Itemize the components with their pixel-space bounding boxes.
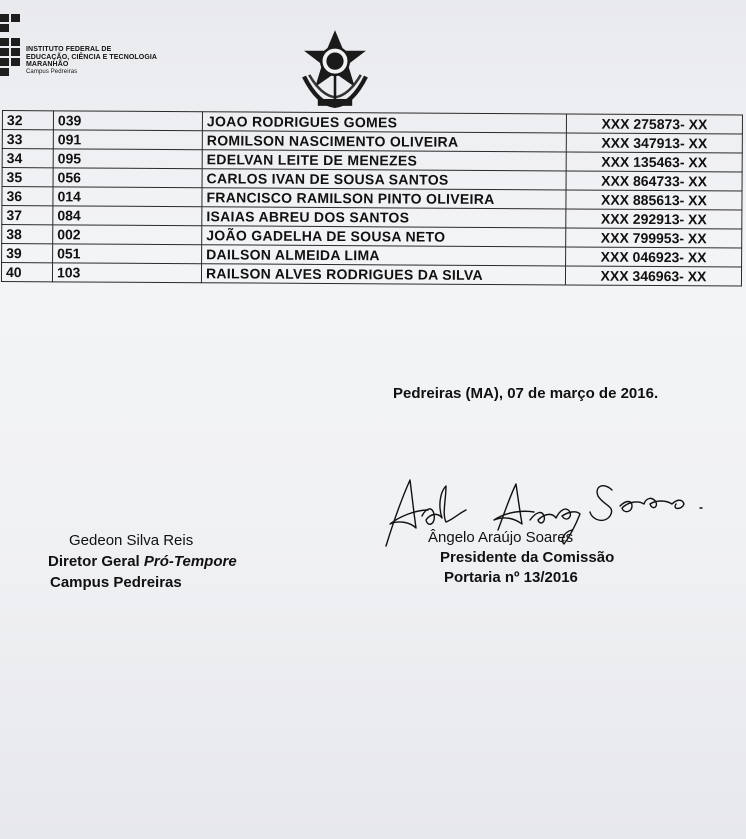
registration-code: 095	[53, 149, 202, 169]
left-signatory-campus: Campus Pedreiras	[50, 574, 182, 591]
candidate-name: RAILSON ALVES RODRIGUES DA SILVA	[201, 264, 565, 285]
row-number: 40	[1, 263, 52, 282]
table-row	[1, 263, 741, 287]
document-number: XXX 864733- XX	[566, 171, 742, 191]
candidate-name: ROMILSON NASCIMENTO OLIVEIRA	[202, 131, 566, 152]
row-number: 33	[2, 130, 53, 149]
institution-line: MARANHÃO	[26, 61, 69, 68]
row-number: 32	[2, 111, 53, 130]
candidate-name: JOAO RODRIGUES GOMES	[202, 112, 566, 133]
right-signatory-role: Presidente da Comissão	[440, 549, 615, 566]
document-number: XXX 046923- XX	[566, 247, 742, 267]
campus-label: Campus Pedreiras	[26, 68, 78, 75]
document-number: XXX 347913- XX	[566, 133, 742, 153]
left-signatory-role-italic: Pró-Tempore	[143, 553, 237, 570]
document-number: XXX 885613- XX	[566, 190, 742, 210]
date-line: Pedreiras (MA), 07 de março de 2016.	[393, 385, 659, 402]
row-number: 38	[2, 225, 53, 244]
right-signatory	[428, 528, 615, 588]
registration-code: 014	[53, 187, 202, 207]
institution-line: EDUCAÇÃO, CIÊNCIA E TECNOLOGIA	[26, 53, 158, 61]
candidate-table	[1, 110, 743, 287]
document-number: XXX 292913- XX	[566, 209, 742, 229]
coat-of-arms-icon	[292, 25, 378, 111]
right-signatory-name: Ângelo Araújo Soares	[428, 529, 574, 546]
row-number: 34	[2, 149, 53, 168]
registration-code: 084	[53, 206, 202, 226]
institution-name	[26, 46, 157, 76]
registration-code: 103	[52, 263, 201, 283]
document-number: XXX 799953- XX	[566, 228, 742, 248]
row-number: 36	[2, 187, 53, 206]
candidate-name: JOÃO GADELHA DE SOUSA NETO	[202, 226, 566, 247]
left-signatory-role	[48, 551, 237, 572]
institution-line: INSTITUTO FEDERAL DE	[26, 46, 112, 53]
candidate-name: ISAIAS ABREU DOS SANTOS	[202, 207, 566, 228]
registration-code: 091	[53, 130, 202, 150]
left-signatory-name: Gedeon Silva Reis	[69, 532, 194, 549]
institution-logo-icon	[0, 14, 24, 76]
left-signatory-role-prefix: Diretor Geral	[48, 553, 144, 570]
registration-code: 039	[53, 111, 202, 131]
registration-code: 002	[53, 225, 202, 245]
candidate-name: FRANCISCO RAMILSON PINTO OLIVEIRA	[202, 188, 566, 209]
document-number: XXX 135463- XX	[566, 152, 742, 172]
registration-code: 056	[53, 168, 202, 188]
document-number: XXX 346963- XX	[565, 266, 741, 286]
row-number: 37	[2, 206, 53, 225]
candidate-name: EDELVAN LEITE DE MENEZES	[202, 150, 566, 171]
left-signatory	[48, 530, 237, 593]
candidate-name: DAILSON ALMEIDA LIMA	[202, 245, 566, 266]
ordinance-number: Portaria nº 13/2016	[444, 569, 578, 586]
candidate-name: CARLOS IVAN DE SOUSA SANTOS	[202, 169, 566, 190]
row-number: 35	[2, 168, 53, 187]
row-number: 39	[2, 244, 53, 263]
registration-code: 051	[53, 244, 202, 264]
document-number: XXX 275873- XX	[566, 114, 742, 134]
